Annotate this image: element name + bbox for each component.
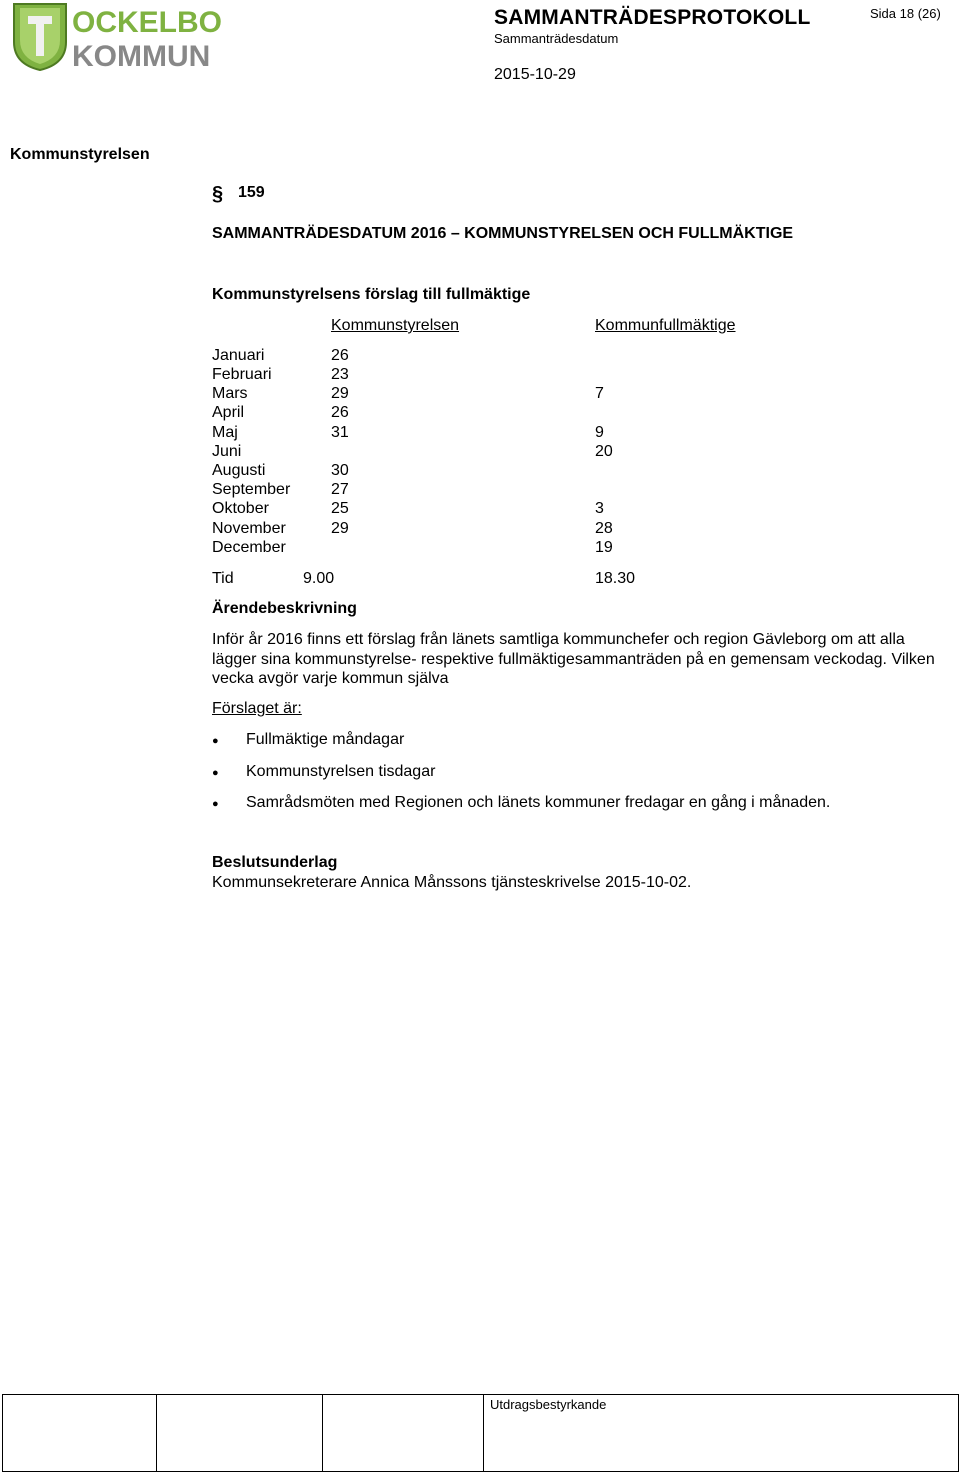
proposal-label: Förslaget är: xyxy=(212,700,302,717)
month-cell: December xyxy=(212,539,286,556)
body-label: Kommunstyrelsen xyxy=(10,146,150,163)
schedule-row xyxy=(212,385,912,404)
month-cell: Januari xyxy=(212,347,265,364)
column-header-kommunstyrelsen: Kommunstyrelsen xyxy=(331,317,460,334)
schedule-row xyxy=(212,539,912,558)
ks-date-cell: 29 xyxy=(331,520,349,537)
kf-date-cell: 19 xyxy=(595,539,613,556)
svg-text:OCKELBO: OCKELBO xyxy=(72,6,222,39)
proposal-item: Samrådsmöten med Regionen och länets kommuner fredagar en gång i månaden. xyxy=(246,794,831,811)
proposal-item: Fullmäktige måndagar xyxy=(246,731,405,748)
month-cell: September xyxy=(212,481,291,498)
paragraph-sign: § xyxy=(212,183,224,205)
schedule-row xyxy=(212,443,912,462)
schedule-row xyxy=(212,481,912,500)
schedule-row xyxy=(212,520,912,539)
meeting-date: 2015-10-29 xyxy=(494,66,576,83)
schedule-row xyxy=(212,424,912,443)
signature-cell xyxy=(323,1395,484,1472)
ks-date-cell: 29 xyxy=(331,385,349,402)
month-cell: November xyxy=(212,520,286,537)
month-cell: Juni xyxy=(212,443,242,460)
schedule-row xyxy=(212,404,912,423)
signature-table xyxy=(2,1394,959,1472)
bullet-icon: ● xyxy=(212,735,219,747)
kf-date-cell: 7 xyxy=(595,385,604,402)
kf-date-cell: 20 xyxy=(595,443,613,460)
month-cell: April xyxy=(212,404,245,421)
ks-date-cell: 26 xyxy=(331,347,349,364)
signature-cell xyxy=(157,1395,323,1472)
ks-date-cell: 23 xyxy=(331,366,349,383)
certification-cell xyxy=(484,1395,959,1472)
item-heading: SAMMANTRÄDESDATUM 2016 – KOMMUNSTYRELSEN OCH FULLMÄKTIGE xyxy=(212,225,794,242)
kf-date-cell: 3 xyxy=(595,500,604,517)
schedule-row xyxy=(212,500,912,519)
kf-time: 18.30 xyxy=(595,570,636,587)
kf-date-cell: 28 xyxy=(595,520,613,537)
ks-date-cell: 26 xyxy=(331,404,349,421)
meeting-date-label: Sammanträdesdatum xyxy=(494,31,619,46)
time-label: Tid xyxy=(212,570,234,587)
bullet-icon: ● xyxy=(212,798,219,810)
bullet-icon: ● xyxy=(212,767,219,779)
schedule-row xyxy=(212,462,912,481)
document-title: SAMMANTRÄDESPROTOKOLL xyxy=(494,6,811,29)
signature-cell xyxy=(3,1395,157,1472)
schedule-row xyxy=(212,347,912,366)
page-number: Sida 18 (26) xyxy=(870,6,941,21)
column-header-kommunfullmaktige: Kommunfullmäktige xyxy=(595,317,736,334)
month-cell: Oktober xyxy=(212,500,269,517)
decision-basis-heading: Beslutsunderlag xyxy=(212,854,338,871)
svg-text:KOMMUN: KOMMUN xyxy=(72,40,211,73)
ks-date-cell: 27 xyxy=(331,481,349,498)
decision-basis-text: Kommunsekreterare Annica Månssons tjänsteskrivelse 2015-10-02. xyxy=(212,874,692,891)
case-description-heading: Ärendebeskrivning xyxy=(212,600,357,617)
coat-of-arms-icon xyxy=(10,2,222,73)
ks-date-cell: 25 xyxy=(331,500,349,517)
schedule-row xyxy=(212,366,912,385)
month-cell: Februari xyxy=(212,366,272,383)
ks-time: 9.00 xyxy=(303,570,335,587)
proposal-item: Kommunstyrelsen tisdagar xyxy=(246,763,436,780)
case-description-text: Inför år 2016 finns ett förslag från länets samtliga kommunchefer och region Gävleborg om att alla lägger sina kommunstyrelse- respektive fullmäktigesammanträden på en gemensam veckodag. Vilken vecka avgör varje kommun själva xyxy=(212,631,935,687)
proposal-subheading: Kommunstyrelsens förslag till fullmäktige xyxy=(212,286,531,303)
time-row xyxy=(212,570,912,589)
ks-date-cell: 31 xyxy=(331,424,349,441)
month-cell: Augusti xyxy=(212,462,266,479)
municipality-logo xyxy=(10,2,222,73)
paragraph-number: 159 xyxy=(238,184,265,201)
kf-date-cell: 9 xyxy=(595,424,604,441)
ks-date-cell: 30 xyxy=(331,462,349,479)
month-cell: Mars xyxy=(212,385,248,402)
month-cell: Maj xyxy=(212,424,238,441)
certification-label: Utdragsbestyrkande xyxy=(490,1397,607,1412)
